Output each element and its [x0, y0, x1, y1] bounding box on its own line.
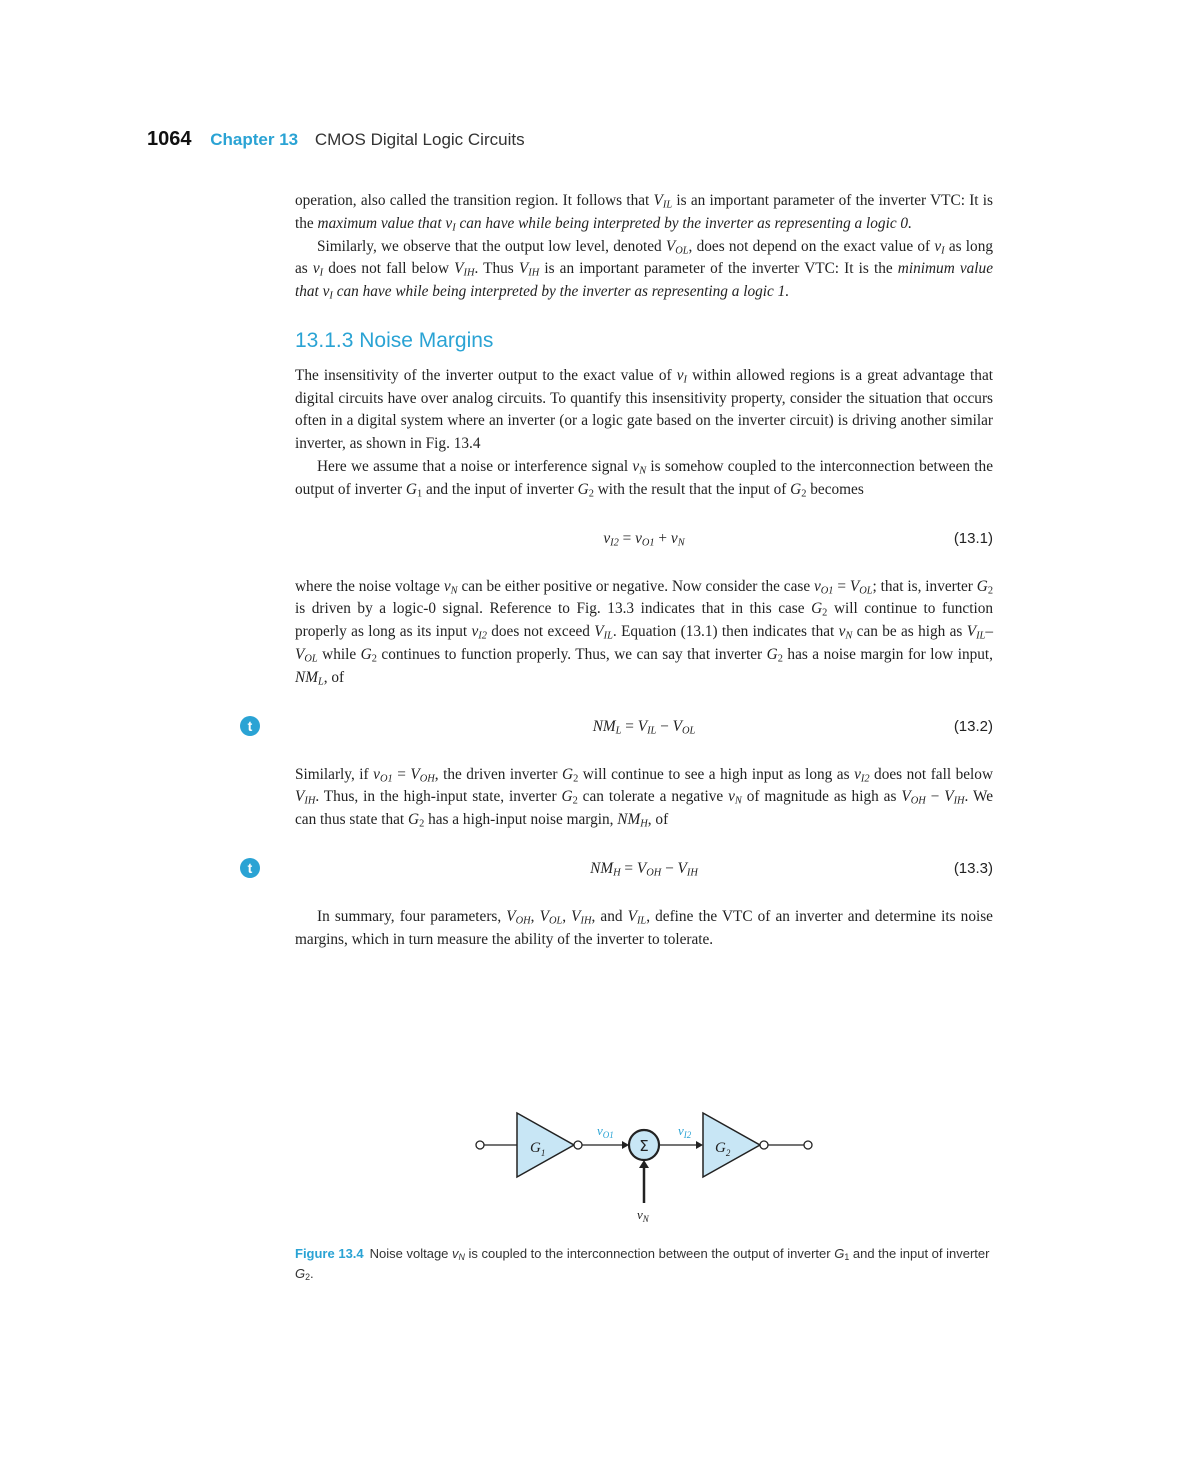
key-equation-icon: t: [240, 858, 260, 878]
chapter-label: Chapter 13: [210, 130, 299, 149]
equation-13-1: $v_{I2} = v_{O1} + v_N$ (13.1): [295, 528, 993, 550]
label-vi2: $v_{I2}$: [678, 1123, 692, 1140]
input-terminal: [476, 1141, 484, 1149]
paragraph: In summary, four parameters, $V_{OH}$, $V_{OL}$, $V_{IH}$, and $V_{IL}$, define the VTC of an inverter and determine its noise margins, which in turn measure the ability of the inverter to tolerate.: [295, 907, 993, 948]
equation-number: (13.1): [953, 529, 993, 547]
page-number: 1064: [147, 128, 192, 150]
figure-13-4: [470, 1105, 820, 1230]
paragraph: where the noise voltage $v_N$ can be either positive or negative. Now consider the case $v_{O1} = V_{OL}$; that is, inverter $G_2$ is driven by a logic-0 signal. Reference to Fig. 13.3 indicates that in this case $G_2$ will continue to function properly as long as its input $v_{I2}$ does not exceed $V_{IL}$. Equation (13.1) then indicates that $v_N$ can be as high as $V_{IL}-V_{OL}$ while $G_2$ continues to function properly. Thus, we can say that inverter $G_2$ has a noise margin for low input, $NM_L$, of: [295, 577, 994, 688]
inverter-g2: [703, 1113, 760, 1177]
paragraph: operation, also called the transition region. It follows that $V_{IL}$ is an important parameter of the inverter VTC: It is the maximum value that $v_I$ can have while being interpreted by the inverter as representing a logic 0.: [295, 192, 993, 234]
paragraph: Similarly, if $v_{O1} = V_{OH}$, the driven inverter $G_2$ will continue to see a high input as long as $v_{I2}$ does not fall below $V_{IH}$. Thus, in the high-input state, inverter $G_2$ can tolerate a negative $v_N$ of magnitude as high as $V_{OH} - V_{IH}$. We can thus state that $G_2$ has a high-input noise margin, $NM_H$, of: [295, 765, 994, 830]
inverter-g1-bubble: [574, 1141, 582, 1149]
figure-caption: Figure 13.4 Noise voltage $v_N$ is coupled to the interconnection between the output of inverter $G_1$ and the input of inverter $G_2$.: [295, 1246, 990, 1283]
arrow-head: [696, 1141, 703, 1149]
sigma-symbol: Σ: [639, 1137, 649, 1155]
key-equation-icon: t: [240, 716, 260, 736]
paragraph: Similarly, we observe that the output low level, denoted $V_{OL}$, does not depend on the exact value of $v_I$ as long as $v_I$ does not fall below $V_{IH}$. Thus $V_{IH}$ is an important parameter of the inverter VTC: It is the minimum value that $v_I$ can have while being interpreted by the inverter as representing a logic 1.: [295, 237, 993, 302]
equation-13-3: t $NM_H = V_{OH} - V_{IH}$ (13.3): [295, 858, 993, 880]
chapter-title: CMOS Digital Logic Circuits: [314, 130, 525, 149]
running-head: [147, 128, 525, 151]
gate-g1-label: $G_1$: [530, 1140, 546, 1158]
equation-13-2: t $NM_L = V_{IL} - V_{OL}$ (13.2): [295, 716, 993, 738]
equation-number: (13.2): [953, 717, 993, 735]
paragraph: Here we assume that a noise or interference signal $v_N$ is somehow coupled to the interconnection between the output of inverter $G_1$ and the input of inverter $G_2$ with the result that the input of $G_2$ becomes: [295, 457, 993, 500]
label-vn: $v_N$: [637, 1207, 649, 1224]
equation-number: (13.3): [953, 859, 993, 877]
arrow-head: [639, 1160, 649, 1168]
output-terminal: [804, 1141, 812, 1149]
gate-g2-label: $G_2$: [715, 1140, 731, 1158]
figure-label: Figure 13.4: [295, 1246, 364, 1261]
section-heading: 13.1.3 Noise Margins: [295, 328, 494, 352]
paragraph: The insensitivity of the inverter output to the exact value of $v_I$ within allowed regions is a great advantage that digital circuits have over analog circuits. To quantify this insensitivity property, consider the situation that occurs often in a digital system where an inverter (or a logic gate based on the inverter circuit) is driving another similar inverter, as shown in Fig. 13.4: [295, 366, 993, 453]
noise-coupling-diagram: [470, 1105, 820, 1230]
inverter-g1: [517, 1113, 574, 1177]
inverter-g2-bubble: [760, 1141, 768, 1149]
body-text: [247, 190, 994, 952]
label-vo1: $v_{O1}$: [597, 1123, 614, 1140]
